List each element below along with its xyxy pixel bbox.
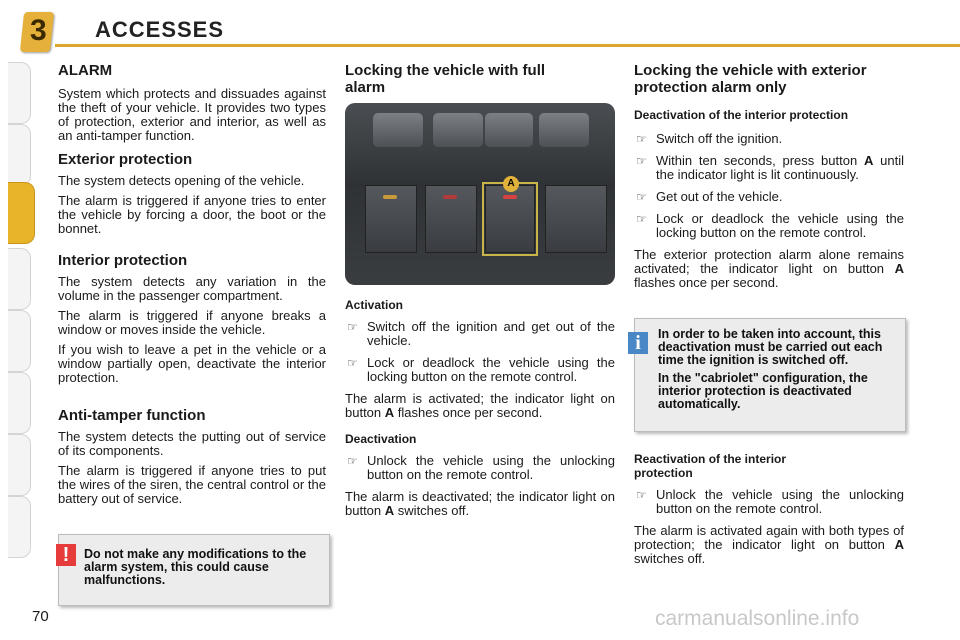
alarm-text: System which protects and dissuades against the theft of your vehicle. It provides two types of protection, exterior and interior, as well as an anti-tamper function. [58,86,326,143]
bullet-icon: ☞ [347,454,358,468]
bullet-icon: ☞ [347,320,358,334]
button-letter: A [863,153,874,168]
button-letter: A [894,537,904,552]
text: The alarm is deactivated; the indicator light on button [345,489,615,518]
photo-led [383,195,397,199]
chapter-tabs [0,0,40,640]
exterior-only-heading: Locking the vehicle with exterior protection alarm only [634,62,867,96]
bullet-text: Unlock the vehicle using the unlocking button on the remote control. [656,487,904,516]
bullet-text: Lock or deadlock the vehicle using the locking button on the remote control. [656,211,904,240]
bullet-icon: ☞ [636,212,647,226]
activation-bullet [345,356,615,384]
chapter-tab[interactable] [8,124,31,186]
info-text [658,328,896,411]
bullet-icon: ☞ [347,356,358,370]
text: switches off. [634,551,706,566]
photo-button [373,113,423,147]
deact-bullet [634,212,904,240]
deactivation-bullet [345,454,615,482]
warning-icon: ! [56,544,76,566]
alarm-heading: ALARM [58,62,113,79]
text: switches off. [397,503,470,518]
bullet-text: Switch off the ignition. [656,131,783,146]
deact-bullet [634,132,904,146]
column-right [634,62,904,296]
chapter-tab[interactable] [8,62,31,124]
chapter-tab[interactable] [8,434,31,496]
info-paragraph: In order to be taken into account, this deactivation must be carried out each time the ignition is switched off. [658,327,883,367]
text: The exterior protection alarm alone remains activated; the indicator light on button [634,247,904,276]
full-alarm-heading: Locking the vehicle with full alarm [345,62,546,96]
reactivation-paragraph [634,524,904,566]
column-middle [345,62,615,104]
chapter-tab[interactable] [8,372,31,434]
photo-button [539,113,589,147]
interior-p2: The alarm is triggered if anyone breaks a window or moves inside the vehicle. [58,308,326,337]
button-letter: A [384,503,395,518]
photo-button [485,113,533,147]
bullet-text: Unlock the vehicle using the unlocking button on the remote control. [367,453,615,482]
column-middle-lower [345,298,615,524]
interior-p1: The system detects any variation in the volume in the passenger compartment. [58,274,326,303]
antitamper-p2: The alarm is triggered if anyone tries to put the wires of the siren, the central control or the battery out of service. [58,463,326,506]
react-bullet [634,488,904,516]
text: The alarm is activated; the indicator light on button [345,391,615,420]
activation-bullet [345,320,615,348]
title-underline [55,44,960,47]
warning-text: Do not make any modifications to the alarm system, this could cause malfunctions. [84,547,307,587]
reactivation-heading: Reactivation of the interior protection [634,452,787,480]
deactivation-heading: Deactivation [345,432,417,446]
deactivation-paragraph [345,490,615,518]
text: flashes once per second. [397,405,543,420]
photo-highlight [482,182,538,256]
chapter-tab-active[interactable] [8,182,35,244]
bullet-text: Lock or deadlock the vehicle using the locking button on the remote control. [367,355,615,384]
page-number: 70 [32,608,49,625]
console-buttons-photo [345,103,615,285]
exterior-only-paragraph [634,248,904,290]
text: flashes once per second. [634,275,779,290]
deact-interior-heading: Deactivation of the interior protection [634,108,849,122]
chapter-tab[interactable] [8,310,31,372]
chapter-tab[interactable] [8,496,31,558]
bullet-icon: ☞ [636,190,647,204]
bullet-text: Get out of the vehicle. [656,189,783,204]
exterior-p1: The system detects opening of the vehicle. [58,173,305,188]
activation-heading: Activation [345,298,404,312]
button-letter: A [384,405,395,420]
bullet-text: until the indicator light is lit continuously. [656,153,904,182]
column-left [58,62,326,512]
photo-button [433,113,483,147]
photo-switch [545,185,607,253]
button-letter: A [894,261,904,276]
interior-p3: If you wish to leave a pet in the vehicle or a window partially open, deactivate the interior protection. [58,342,326,385]
chapter-number: 3 [30,14,47,47]
exterior-heading: Exterior protection [58,151,193,168]
deact-bullet [634,190,904,204]
button-a-marker: A [503,176,519,192]
bullet-text: Within ten seconds, press button [656,153,858,168]
page-title: ACCESSES [95,17,225,42]
antitamper-p1: The system detects the putting out of service of its components. [58,429,326,458]
footer-watermark[interactable]: carmanualsonline.info [655,607,860,630]
photo-led [443,195,457,199]
bullet-icon: ☞ [636,488,647,502]
chapter-tab[interactable] [8,248,31,310]
antitamper-heading: Anti-tamper function [58,407,206,424]
bullet-icon: ☞ [636,132,647,146]
interior-heading: Interior protection [58,252,188,269]
exterior-p2: The alarm is triggered if anyone tries to enter the vehicle by forcing a door, the boot or the bonnet. [58,193,326,236]
info-paragraph: In the "cabriolet" configuration, the interior protection is deactivated automatically. [658,371,868,411]
deact-bullet [634,154,904,182]
bullet-icon: ☞ [636,154,647,168]
text: The alarm is activated again with both types of protection; the indicator light on button [634,523,904,552]
activation-paragraph [345,392,615,420]
column-right-lower [634,452,904,572]
info-icon: i [628,332,648,354]
bullet-text: Switch off the ignition and get out of the vehicle. [367,319,615,348]
